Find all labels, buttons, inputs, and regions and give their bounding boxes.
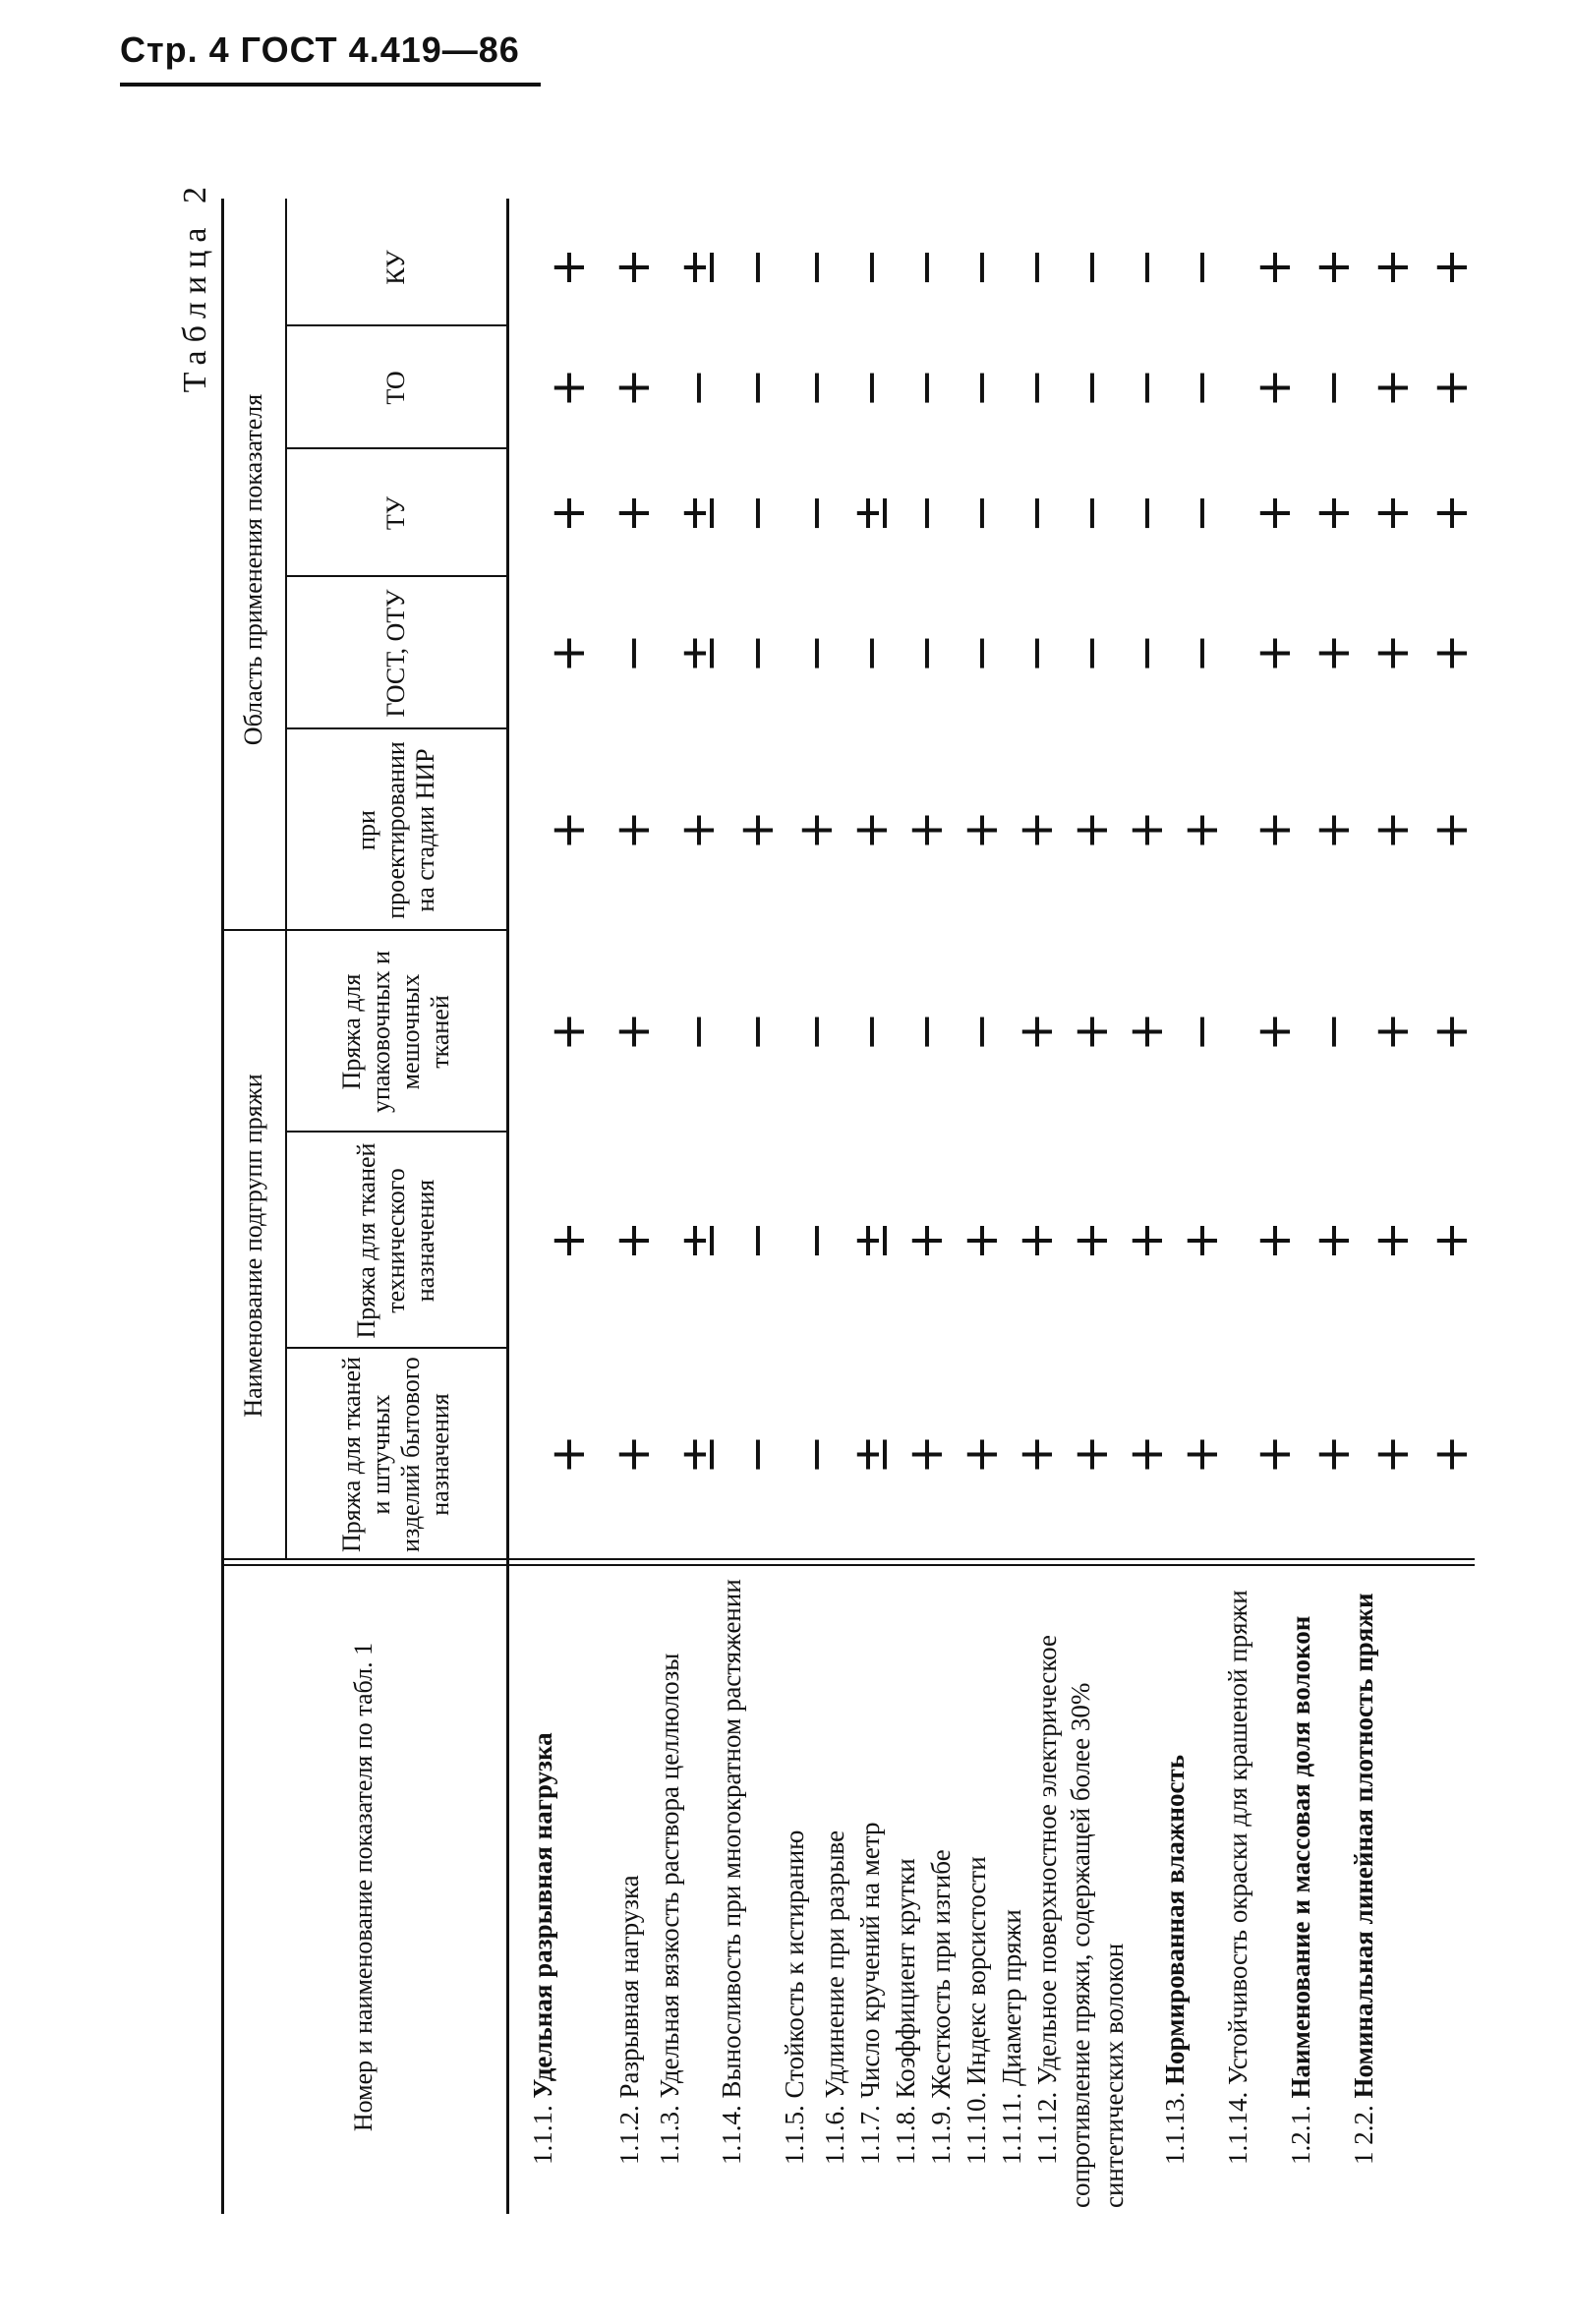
table-cell: + — [1247, 633, 1302, 673]
table-cell: − — [899, 493, 954, 534]
table-cell: + — [541, 247, 596, 288]
table-cell: + — [541, 1012, 596, 1052]
table-cell: − — [788, 368, 844, 408]
table-cell: − — [1064, 247, 1119, 288]
table-cell: + — [541, 810, 596, 850]
row-label: Номинальная линейная плотность пряжи — [1349, 1593, 1378, 2099]
table-cell: + — [1247, 810, 1302, 850]
table-cell: + — [1247, 1012, 1302, 1052]
table-cell: ± — [844, 493, 899, 534]
row-label: Наименование и массовая доля волокон — [1286, 1615, 1315, 2099]
table-cell: − — [1306, 1012, 1361, 1052]
table-cell: + — [1174, 810, 1229, 850]
row-label: Коэффициент крутки — [891, 1858, 920, 2099]
table-cell: + — [1247, 1434, 1302, 1475]
row-label: Удлинение при разрыве — [820, 1830, 849, 2099]
table-cell: + — [1424, 810, 1479, 850]
table-cell: + — [1064, 1220, 1119, 1261]
table-cell: − — [954, 633, 1009, 673]
table-title: Таблица 2 — [177, 179, 213, 393]
table-cell: − — [899, 1012, 954, 1052]
table-cell: − — [1064, 493, 1119, 534]
rotated-table — [167, 169, 1479, 2214]
table-cell: + — [1306, 1434, 1361, 1475]
table-cell: + — [670, 810, 726, 850]
table-cell: + — [1306, 810, 1361, 850]
table-cell: + — [899, 1220, 954, 1261]
table-cell: − — [788, 633, 844, 673]
table-cell: + — [541, 368, 596, 408]
table-cell: − — [1009, 368, 1064, 408]
table-row-name — [853, 1571, 887, 2208]
table-row-name — [653, 1571, 686, 2208]
table-cell: + — [606, 368, 661, 408]
table-cell: ± — [844, 1434, 899, 1475]
row-number: 1.1.14. — [1223, 2091, 1252, 2165]
table-row-name — [778, 1571, 811, 2208]
table-cell: − — [729, 493, 785, 534]
table-cell: + — [541, 1220, 596, 1261]
table-cell: − — [844, 633, 899, 673]
table-row-name — [1347, 1571, 1380, 2208]
row-number: 1.1.10. — [961, 2091, 991, 2165]
table-cell: − — [1174, 1012, 1229, 1052]
table-cell: − — [788, 1220, 844, 1261]
column-header: ГОСТ, ОТУ — [380, 589, 410, 718]
table-cell: − — [899, 633, 954, 673]
table-cell: + — [899, 810, 954, 850]
table-cell: + — [1009, 810, 1064, 850]
table-row-name — [1158, 1571, 1192, 2208]
row-label: Удельная разрывная нагрузка — [528, 1732, 557, 2099]
table-cell: + — [1365, 368, 1420, 408]
table-cell: ± — [844, 1220, 899, 1261]
table-row-name — [1030, 1571, 1131, 2208]
table-cell: − — [729, 1012, 785, 1052]
table-cell: + — [1424, 1220, 1479, 1261]
table-row-name — [960, 1571, 993, 2208]
table-cell: + — [844, 810, 899, 850]
table-cell: − — [844, 247, 899, 288]
table-cell: − — [1174, 368, 1229, 408]
table-cell: − — [1174, 633, 1229, 673]
row-number: 1.1.2. — [614, 2105, 644, 2165]
table-cell: + — [954, 810, 1009, 850]
row-label: Нормированная влажность — [1160, 1755, 1190, 2085]
table-cell: + — [729, 810, 785, 850]
row-label: Удельная вязкость раствора целлюлозы — [655, 1653, 684, 2099]
row-number: 1.1.3. — [655, 2105, 684, 2165]
table-cell: − — [954, 247, 1009, 288]
table-cell: − — [1009, 493, 1064, 534]
table-cell: + — [1365, 1220, 1420, 1261]
table-row-name — [1221, 1571, 1254, 2208]
column-header: КУ — [380, 250, 410, 285]
table-row-name — [612, 1571, 646, 2208]
row-number: 1.1.7. — [855, 2105, 885, 2165]
table-cell: + — [606, 493, 661, 534]
table-cell: − — [1064, 368, 1119, 408]
table-cell: − — [606, 633, 661, 673]
column-header: ТО — [380, 371, 410, 405]
table-cell: − — [729, 633, 785, 673]
table-cell: + — [1064, 810, 1119, 850]
row-number: 1.1.6. — [820, 2105, 849, 2165]
table-cell: ± — [670, 633, 726, 673]
column-header: Пряжа для упаковочных и мешочных тканей — [336, 950, 454, 1114]
column-header: при проектировании на стадии НИР — [351, 741, 439, 919]
table-cell: + — [1365, 247, 1420, 288]
table-cell: + — [1306, 493, 1361, 534]
table-cell: − — [954, 493, 1009, 534]
table-cell: − — [788, 1434, 844, 1475]
table-cell: + — [1174, 1220, 1229, 1261]
table-cell: + — [1247, 1220, 1302, 1261]
table-cell: − — [954, 368, 1009, 408]
table-row-name — [1284, 1571, 1317, 2208]
table-cell: − — [670, 368, 726, 408]
table-row-name — [818, 1571, 851, 2208]
row-number: 1 2.2. — [1349, 2105, 1378, 2165]
table-cell: + — [954, 1434, 1009, 1475]
table-cell: − — [899, 368, 954, 408]
table-cell: + — [1119, 810, 1174, 850]
table-cell: + — [1247, 247, 1302, 288]
table-cell: + — [1064, 1012, 1119, 1052]
table-cell: + — [1306, 1220, 1361, 1261]
table-cell: − — [788, 247, 844, 288]
table-cell: + — [606, 1434, 661, 1475]
table-cell: + — [1119, 1434, 1174, 1475]
table-cell: − — [1119, 493, 1174, 534]
table-cell: + — [541, 633, 596, 673]
row-number: 1.1.11. — [997, 2092, 1026, 2165]
table-cell: − — [844, 368, 899, 408]
table-cell: + — [1424, 247, 1479, 288]
table-row-name — [995, 1571, 1028, 2208]
table-cell: ± — [670, 247, 726, 288]
table-cell: + — [1009, 1012, 1064, 1052]
table-row-name — [526, 1571, 559, 2208]
table-cell: − — [1174, 247, 1229, 288]
table-cell: − — [899, 247, 954, 288]
table-cell: − — [788, 1012, 844, 1052]
table-row-name — [924, 1571, 958, 2208]
table-cell: − — [788, 493, 844, 534]
table-cell: − — [954, 1012, 1009, 1052]
row-number: 1.2.1. — [1286, 2105, 1315, 2165]
row-label: Индекс ворсистости — [961, 1856, 991, 2085]
table-cell: − — [1064, 633, 1119, 673]
table-cell: − — [1119, 368, 1174, 408]
table-cell: + — [1064, 1434, 1119, 1475]
group-header-subgroups: Наименование подгрупп пряжи — [238, 1074, 267, 1418]
table-cell: + — [1009, 1220, 1064, 1261]
table-cell: + — [1247, 368, 1302, 408]
table-cell: ± — [670, 493, 726, 534]
row-header: Номер и наименование показателя по табл. 1 — [349, 1642, 378, 2132]
row-label: Жесткость при изгибе — [926, 1849, 956, 2099]
table-cell: + — [1365, 1012, 1420, 1052]
table-cell: + — [788, 810, 844, 850]
table-cell: − — [1119, 247, 1174, 288]
table-cell: − — [729, 1220, 785, 1261]
row-label: Стойкость к истиранию — [780, 1830, 809, 2099]
table-cell: + — [541, 1434, 596, 1475]
table-cell: − — [1009, 247, 1064, 288]
table-cell: + — [1424, 1434, 1479, 1475]
table-cell: + — [1119, 1220, 1174, 1261]
table-cell: + — [1247, 493, 1302, 534]
table-cell: − — [1119, 633, 1174, 673]
row-number: 1.1.1. — [528, 2105, 557, 2165]
group-header-application: Область применения показателя — [238, 393, 267, 746]
table-cell: + — [606, 247, 661, 288]
row-number: 1.1.4. — [717, 2105, 746, 2165]
table-cell: + — [1365, 633, 1420, 673]
table-cell: + — [1424, 1012, 1479, 1052]
row-label: Устойчивость окраски для крашеной пряжи — [1223, 1590, 1252, 2085]
table-cell: + — [1365, 1434, 1420, 1475]
row-number: 1.1.5. — [780, 2105, 809, 2165]
table-cell: + — [1174, 1434, 1229, 1475]
table-cell: + — [1306, 247, 1361, 288]
table-cell: + — [1424, 368, 1479, 408]
row-number: 1.1.12. — [1032, 2091, 1062, 2165]
row-label: Выносливость при многократном растяжении — [717, 1579, 746, 2099]
header-rule — [120, 83, 541, 87]
page-header: Стр. 4 ГОСТ 4.419—86 — [120, 29, 520, 70]
table-cell: + — [1365, 810, 1420, 850]
row-number: 1.1.8. — [891, 2105, 920, 2165]
row-label: Диаметр пряжи — [997, 1909, 1026, 2086]
table-cell: − — [729, 1434, 785, 1475]
row-label: Разрывная нагрузка — [614, 1875, 644, 2099]
table-cell: + — [954, 1220, 1009, 1261]
column-header: ТУ — [380, 495, 410, 531]
table-cell: + — [606, 1220, 661, 1261]
table-cell: + — [1424, 633, 1479, 673]
table-cell: + — [1119, 1012, 1174, 1052]
table-cell: − — [844, 1012, 899, 1052]
table-cell: − — [1009, 633, 1064, 673]
table-cell: + — [1365, 493, 1420, 534]
table-cell: + — [606, 1012, 661, 1052]
row-label: Удельное поверхностное электрическое сопротивление пряжи, содержащей более 30% синтетических волокон — [1032, 1635, 1129, 2208]
header-bottom-rule — [506, 199, 509, 2214]
table-cell: + — [1424, 493, 1479, 534]
table-cell: + — [899, 1434, 954, 1475]
table-cell: − — [729, 368, 785, 408]
table-cell: + — [1306, 633, 1361, 673]
column-header: Пряжа для тканей и штучных изделий бытового назначения — [336, 1357, 454, 1552]
table-cell: + — [1009, 1434, 1064, 1475]
table-cell: + — [606, 810, 661, 850]
table-cell: ± — [670, 1220, 726, 1261]
table-cell: − — [729, 247, 785, 288]
column-header: Пряжа для тканей технического назначения — [351, 1142, 439, 1339]
row-number: 1.1.9. — [926, 2105, 956, 2165]
table-row-name — [889, 1571, 922, 2208]
table-cell: + — [541, 493, 596, 534]
table-cell: − — [1306, 368, 1361, 408]
table-row-name — [715, 1571, 748, 2208]
table-cell: ± — [670, 1434, 726, 1475]
table-cell: − — [670, 1012, 726, 1052]
table-cell: − — [1174, 493, 1229, 534]
row-label: Число кручений на метр — [855, 1822, 885, 2099]
row-number: 1.1.13. — [1160, 2091, 1190, 2165]
